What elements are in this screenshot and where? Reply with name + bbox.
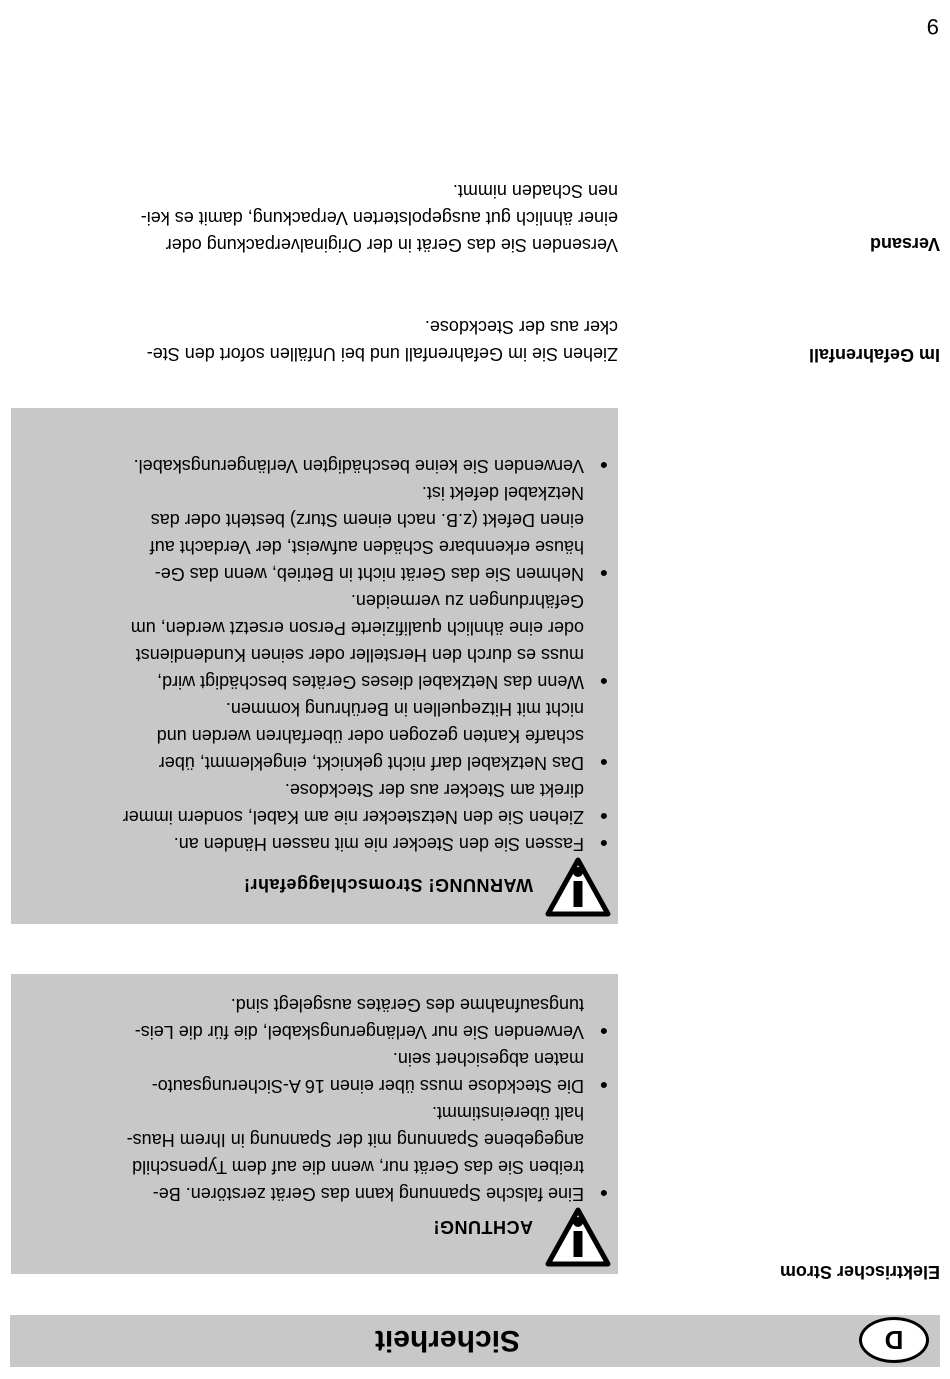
caution-box: [11, 974, 618, 1274]
caution-heading: ACHTUNG!: [433, 1217, 533, 1237]
shipping-text: Versenden Sie das Gerät in der Originalverpackung oder einer ähnlich gut ausgepolsterten Verpackung, damit es kei- nen Schaden nimmt.: [140, 181, 618, 255]
warning-box: [11, 408, 618, 924]
list-item: ● Eine falsche Spannung kann das Gerät zerstören. Be- treiben Sie das Gerät nur, wenn die auf dem Typenschild angegebene Spannung mit der Spannung in Ihrem Haus- halt übereinstimmt.: [18, 1099, 618, 1207]
page-number: 9: [926, 14, 939, 39]
danger-text: Ziehen Sie im Gefahrenfall und bei Unfällen sofort den Ste- cker aus der Steckdose.: [146, 317, 618, 364]
warning-triangle-icon: [538, 852, 618, 924]
list-item: ● Die Steckdose muss über einen 16 A-Sicherungsauto- maten abgesichert sein.: [18, 1045, 618, 1099]
language-badge: D: [859, 1317, 929, 1363]
list-item: ● Wenn das Netzkabel dieses Gerätes beschädigt wird, muss es durch den Hersteller oder seinen Kundendienst oder eine ähnlich qualifizierte Person ersetzt werden, um Gefährdungen zu vermeiden.: [18, 587, 618, 695]
list-item: ● Ziehen Sie den Netzstecker nie am Kabel, sondern immer direkt am Stecker aus der Steckdose.: [18, 776, 618, 830]
warning-triangle-icon: [538, 1202, 618, 1274]
list-item: ● Verwenden Sie nur Verlängerungskabel, die für die Leis- tungsaufnahme des Gerätes ausgelegt sind.: [18, 991, 618, 1045]
list-item: ● Verwenden Sie keine beschädigten Verlängerungskabel.: [18, 452, 618, 479]
section-label-shipping: Versand: [869, 234, 940, 254]
list-item: ● Nehmen Sie das Gerät nicht in Betrieb, wenn das Ge- häuse erkennbare Schäden aufweist, der Verdacht auf einen Defekt (z.B. nach einem Sturz) besteht oder das Netzkabel defekt ist.: [18, 479, 618, 587]
section-label-danger: Im Gefahrenfall: [808, 345, 940, 365]
warning-heading: WARNUNG! Stromschlaggefahr!: [243, 875, 533, 895]
list-item: ● Das Netzkabel darf nicht geknickt, eingeklemmt, über scharfe Kanten gezogen oder überfahren werden und nicht mit Hitzequellen in Berührung kommen.: [18, 695, 618, 776]
list-item: ● Fassen Sie den Stecker nie mit nassen Händen an.: [18, 830, 618, 857]
header-bar: [10, 1315, 940, 1367]
caution-list: [18, 991, 618, 1207]
section-label-electric: Elektrischer Strom: [779, 1262, 940, 1282]
page-title: Sicherheit: [374, 1324, 520, 1357]
warning-list: [18, 452, 618, 857]
